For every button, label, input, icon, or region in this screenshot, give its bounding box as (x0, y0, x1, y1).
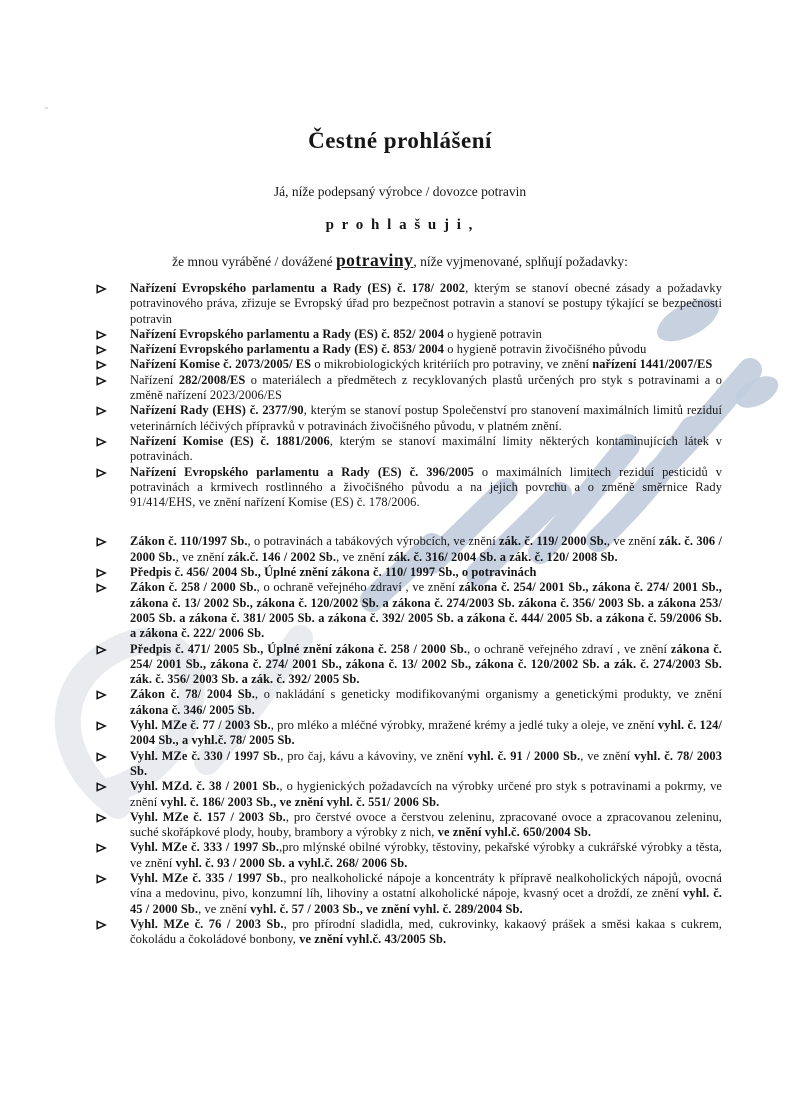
list-item (96, 565, 722, 580)
list-item-text: Předpis č. 471/ 2005 Sb., Úplné znění zákona č. 258 / 2000 Sb., o ochraně veřejného zdraví , ve znění zákona č. 254/ 2001 Sb., zákona č. 274/ 2001 Sb., zákona č. 13/ 2002 Sb., zákona č. 120/2002 Sb. a zák. č. 274/2003 Sb. zák. č. 356/ 2003 Sb. a zák. č. 392/ 2005 Sb. (130, 641, 723, 687)
list-item-text: Nařízení Komise (ES) č. 1881/2006, kterým se stanoví maximální limity některých kontaminujících látek v potravinách. (130, 433, 722, 464)
declaration-word: p r o h l a š u j i , (325, 217, 475, 233)
list-item-text: Nařízení Rady (EHS) č. 2377/90, kterým se stanoví postup Společenství pro stanovení maximálních limitů reziduí veterinárních léčivých přípravků v potravinách živočišného původu, v platném znění. (130, 403, 722, 433)
list-item-text: Vyhl. MZe č. 333 / 1997 Sb.,pro mlýnské obilné výrobky, těstoviny, pekařské výrobky a cukrářské výrobky a těsta, ve znění vyhl. č. 93 / 2000 Sb. a vyhl.č. 268/ 2006 Sb. (130, 840, 722, 870)
bullet-arrow-icon (96, 342, 130, 355)
list-item (96, 779, 722, 810)
list-item (96, 642, 722, 688)
bullet-arrow-icon (96, 465, 130, 478)
bullet-arrow-icon (96, 580, 130, 593)
list-item (96, 840, 722, 871)
list-item (96, 373, 722, 404)
bullet-arrow-icon (96, 534, 130, 547)
list-item (96, 749, 722, 780)
bullet-arrow-icon (96, 687, 130, 700)
subject-prefix: že mnou vyráběné / dovážené (172, 254, 336, 269)
bullet-arrow-icon (96, 373, 130, 386)
list-item (96, 281, 722, 327)
list-item-text: Předpis č. 456/ 2004 Sb., Úplné znění zákona č. 110/ 1997 Sb., o potravinách (130, 565, 537, 580)
list-item-text: Vyhl. MZe č. 330 / 1997 Sb., pro čaj, kávu a kávoviny, ve znění vyhl. č. 91 / 2000 Sb., ve znění vyhl. č. 78/ 2003 Sb. (130, 748, 723, 778)
list-item (96, 580, 722, 641)
document-title: Čestné prohlášení (308, 128, 492, 153)
list-item-text: Vyhl. MZe č. 77 / 2003 Sb., pro mléko a mléčné výrobky, mražené krémy a jedlé tuky a oleje, ve znění vyhl. č. 124/ 2004 Sb., a vyhl.č. 78/ 2005 Sb. (130, 718, 722, 748)
bullet-arrow-icon (96, 749, 130, 762)
subject-highlight: potraviny (335, 250, 414, 270)
bullet-arrow-icon (96, 718, 130, 731)
list-item (96, 465, 722, 511)
bullet-arrow-icon (96, 281, 130, 294)
list-item (96, 327, 722, 342)
bullet-arrow-icon (96, 871, 130, 884)
list-item-text: Nařízení 282/2008/ES o materiálech a předmětech z recyklovaných plastů určených pro styk s potravinami a o změně nařízení 2023/2006/ES (130, 372, 722, 403)
list-item-text: Nařízení Evropského parlamentu a Rady (ES) č. 396/2005 o maximálních limitech reziduí pesticidů v potravinách a krmivech rostlinného a živočišného původu a na jejich povrchu a o změně směrnice Rady 91/414/EHS, ve znění nařízení Komise (ES) č. 178/2006. (130, 464, 722, 510)
bullet-arrow-icon (96, 327, 130, 340)
list-item-text: Zákon č. 78/ 2004 Sb., o nakládání s geneticky modifikovanými organismy a genetickými produkty, ve znění zákona č. 346/ 2005 Sb. (130, 687, 722, 717)
list-item (96, 434, 722, 465)
list-item-text: Nařízení Evropského parlamentu a Rady (ES) č. 853/ 2004 o hygieně potravin živočišného původu (130, 342, 647, 357)
list-item-text: Nařízení Komise č. 2073/2005/ ES o mikrobiologických kritériích pro potraviny, ve znění nařízení 1441/2007/ES (130, 357, 713, 372)
bullet-arrow-icon (96, 357, 130, 370)
list-item (96, 534, 722, 565)
list-item-text: Vyhl. MZd. č. 38 / 2001 Sb., o hygienických požadavcích na výrobky určené pro styk s potravinami a pokrmy, ve znění vyhl. č. 186/ 2003 Sb., ve znění vyhl. č. 551/ 2006 Sb. (130, 779, 722, 809)
bullet-arrow-icon (96, 434, 130, 447)
list-item (96, 687, 722, 718)
list-item-text: Vyhl. MZe č. 76 / 2003 Sb., pro přírodní sladidla, med, cukrovinky, kakaový prášek a směsi kakaa s cukrem, čokoládu a čokoládové bonbony, ve znění vyhl.č. 43/2005 Sb. (130, 916, 722, 947)
list-item-text: Nařízení Evropského parlamentu a Rady (ES) č. 178/ 2002, kterým se stanoví obecné zásady a požadavky potravinového práva, zřizuje se Evropský úřad pro bezpečnost potravin a stanoví se postupy týkající se bezpečnosti potravin (130, 281, 722, 326)
list-item-text: Vyhl. MZe č. 157 / 2003 Sb., pro čerstvé ovoce a čerstvou zeleninu, zpracované ovoce a zpracovanou zeleninu, suché skořápkové plody, houby, brambory a výrobky z nich, ve znění vyhl.č. 650/2004 Sb. (130, 809, 723, 840)
bullet-arrow-icon (96, 779, 130, 792)
list-item (96, 718, 722, 749)
czech-laws-list (96, 534, 722, 947)
list-item (96, 810, 722, 841)
bullet-arrow-icon (96, 840, 130, 853)
bullet-arrow-icon (96, 917, 130, 930)
list-item (96, 342, 722, 357)
bullet-arrow-icon (96, 810, 130, 823)
list-item-text: Zákon č. 110/1997 Sb., o potravinách a tabákových výrobcích, ve znění zák. č. 119/ 2000 Sb., ve znění zák. č. 306 / 2000 Sb., ve znění zák.č. 146 / 2002 Sb., ve znění zák. č. 316/ 2004 Sb. a zák. č. 120/ 2008 Sb. (130, 534, 722, 564)
list-item (96, 917, 722, 948)
list-item (96, 403, 722, 434)
eu-regulations-list (96, 281, 722, 510)
subject-suffix: , níže vyjmenované, splňují požadavky: (413, 254, 628, 269)
list-item (96, 871, 722, 917)
subject-line (0, 249, 800, 273)
list-item-text: Zákon č. 258 / 2000 Sb., o ochraně veřejného zdraví , ve znění zákona č. 254/ 2001 Sb., zákona č. 274/ 2001 Sb., zákona č. 13/ 2002 Sb., zákona č. 120/2002 Sb. a zákona č. 274/2003 Sb. zákona č. 356/ 2003 Sb. a zákona 253/ 2005 Sb. a zákona č. 381/ 2005 Sb. a zákona č. 392/ 2005 Sb. a zákona č. 444/ 2005 Sb. a zákona č. 59/2006 Sb. a zákona č. 222/ 2006 Sb. (130, 580, 722, 641)
bullet-arrow-icon (96, 642, 130, 655)
list-item-text: Nařízení Evropského parlamentu a Rady (ES) č. 852/ 2004 o hygieně potravin (130, 326, 542, 341)
intro-line: Já, níže podepsaný výrobce / dovozce potravin (273, 184, 527, 199)
list-item-text: Vyhl. MZe č. 335 / 1997 Sb., pro nealkoholické nápoje a koncentráty k přípravě nealkoholických nápojů, ovocná vína a medovinu, pivo, konzumní líh, lihoviny a ostatní alkoholické nápoje, kvasný ocet a droždí, ze znění vyhl. č. 45 / 2000 Sb., ve znění vyhl. č. 57 / 2003 Sb., ve znění vyhl. č. 289/2004 Sb. (130, 870, 722, 916)
list-item (96, 357, 722, 372)
bullet-arrow-icon (96, 403, 130, 416)
bullet-arrow-icon (96, 565, 130, 578)
